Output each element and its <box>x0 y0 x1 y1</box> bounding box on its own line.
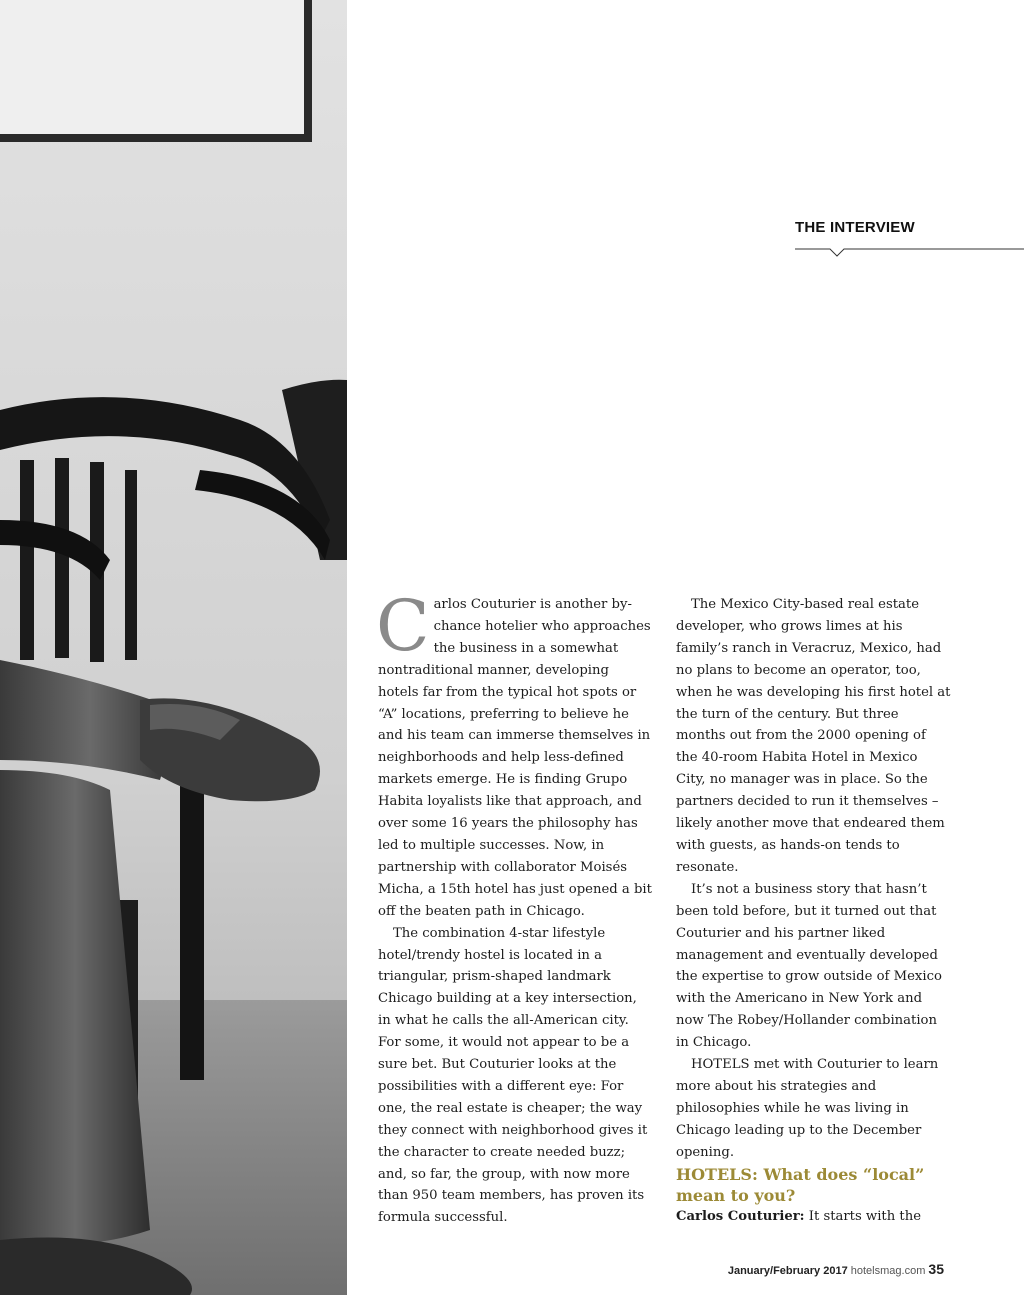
interview-answer <box>676 1206 951 1228</box>
chair-photo-illustration <box>0 0 347 1295</box>
article-paragraph: The combination 4-star lifestyle hotel/trendy hostel is located in a triangular, prism-shaped landmark Chicago building at a key intersection, in what he calls the all-American city. For some, it would not appear to be a sure bet. But Couturier looks at the possibilities with a different eye: For one, the real estate is cheaper; the way they connect with neighborhood gives it the character to create needed buzz; and, so far, the group, with now more than 950 team members, has proven its formula successful. <box>378 925 648 1226</box>
issue-date: January/February 2017 <box>727 1265 848 1277</box>
article-paragraph: The Mexico City-based real estate developer, who grows limes at his family’s ranch in Veracruz, Mexico, had no plans to become an operator, too, when he was developing his first hotel at the turn of the century. But three months out from the 2000 opening of the 40-room Habita Hotel in Mexico City, no manager was in place. So the partners decided to run it themselves – likely another move that endeared them with guests, as hands-on tends to resonate. <box>676 597 951 875</box>
interview-question: HOTELS: What does “local” mean to you? <box>676 1164 925 1205</box>
section-rule <box>795 246 1024 260</box>
page-number: 35 <box>928 1261 944 1277</box>
article-paragraph: HOTELS met with Couturier to learn more about his strategies and philosophies while he was living in Chicago leading up to the December opening. <box>676 1057 939 1160</box>
article-column-right <box>676 594 951 1227</box>
cover-photo <box>0 0 347 1295</box>
intro-paragraph <box>376 585 653 923</box>
answer-speaker: Carlos Couturier: <box>676 1208 805 1224</box>
article-column-left <box>376 585 653 1229</box>
article-paragraph: It’s not a business story that hasn’t been told before, but it turned out that Couturier and his partner liked management and eventually developed the expertise to grow outside of Mexico with the Americano in New York and now The Robey/Hollander combination in Chicago. <box>676 881 942 1051</box>
section-label: THE INTERVIEW <box>795 219 915 236</box>
answer-text: It starts with the <box>804 1208 922 1224</box>
drop-cap: C <box>376 585 430 667</box>
intro-text: arlos Couturier is another by-chance hotelier who approaches the business in a somewhat nontraditional manner, developing hotels far from the typical hot spots or “A” locations, preferring to believe he and his team can immerse themselves in neighborhoods and help less-defined markets emerge. He is finding Grupo Habita loyalists like that approach, and over some 16 years the philosophy has led to multiple successes. Now, in partnership with collaborator Moisés Micha, a 15th hotel has just opened a bit off the beaten path in Chicago. <box>378 597 652 919</box>
site-url: hotelsmag.com <box>850 1265 926 1277</box>
page-footer <box>728 1261 944 1277</box>
